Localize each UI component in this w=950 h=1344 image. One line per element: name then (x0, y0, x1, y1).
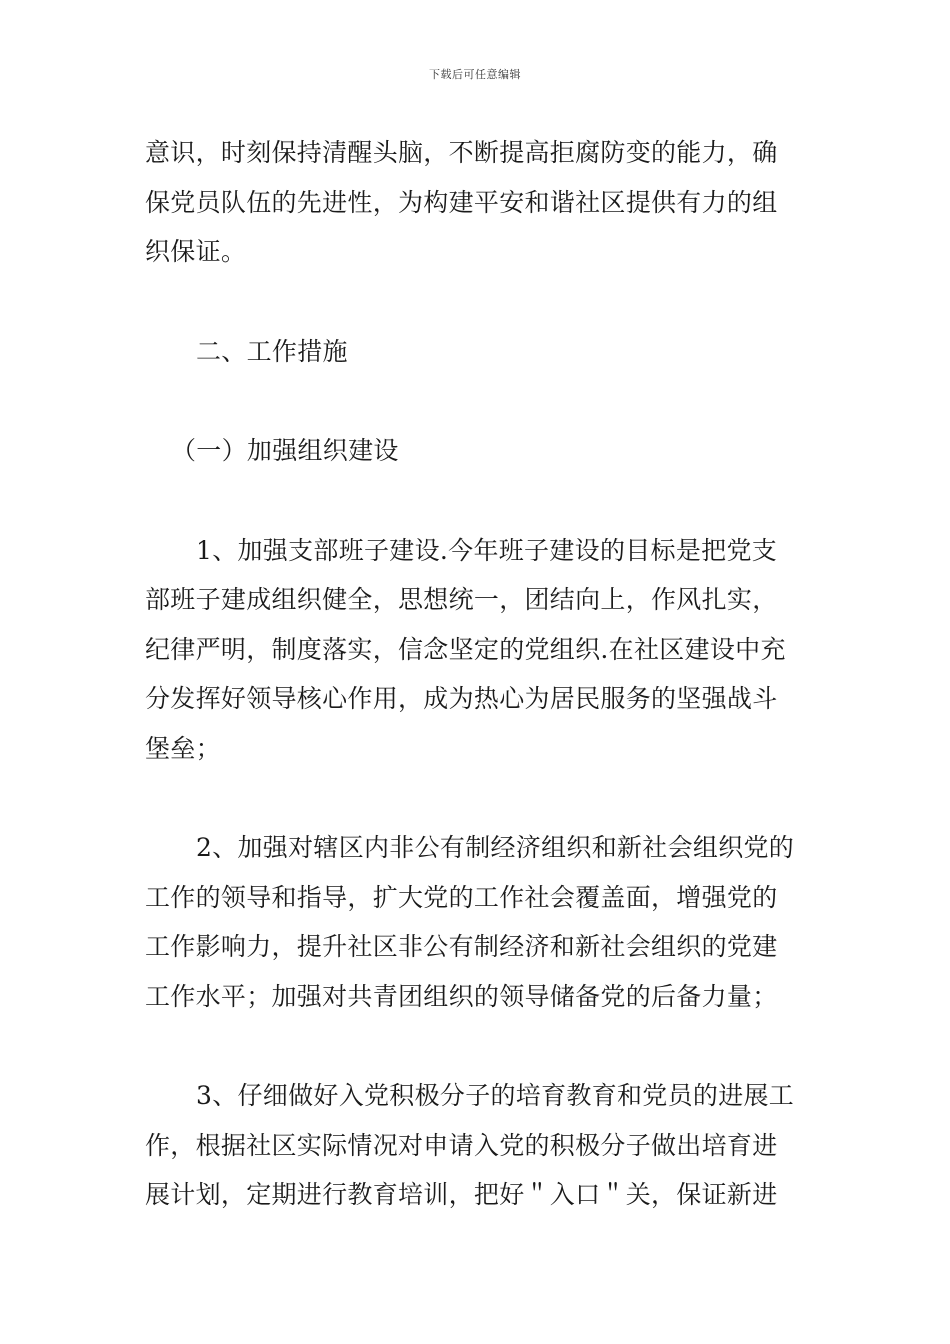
heading-line: 二、工作措施 (196, 336, 348, 366)
text-line: 工作的领导和指导，扩大党的工作社会覆盖面，增强党的 (145, 882, 778, 912)
text-line: 工作影响力，提升社区非公有制经济和新社会组织的党建 (145, 932, 778, 961)
text-line: 展计划，定期进行教育培训，把好＂入口＂关，保证新进 (145, 1180, 778, 1209)
document-body (145, 128, 809, 1220)
text-line: 保党员队伍的先进性，为构建平安和谐社区提供有力的组 (145, 187, 778, 217)
text-line: 工作水平；加强对共青团组织的领导储备党的后备力量； (145, 981, 778, 1011)
text-line: 意识，时刻保持清醒头脑，不断提高拒腐防变的能力，确 (145, 138, 778, 167)
page-header: 下载后可任意编辑 (429, 68, 521, 81)
subheading-line: （一）加强组织建设 (171, 436, 399, 465)
text-line: 部班子建成组织健全，思想统一，团结向上，作风扎实， (145, 585, 778, 614)
text-line: 堡垒； (145, 733, 221, 763)
text-line: 分发挥好领导核心作用，成为热心为居民服务的坚强战斗 (145, 684, 778, 713)
subsection-heading (145, 426, 809, 476)
paragraph (145, 526, 809, 774)
text-line: 2、加强对辖区内非公有制经济组织和新社会组织党的 (196, 833, 795, 862)
text-line: 3、仔细做好入党积极分子的培育教育和党员的进展工 (196, 1081, 795, 1110)
paragraph (145, 128, 809, 277)
text-line: 作，根据社区实际情况对申请入党的积极分子做出培育进 (145, 1130, 778, 1160)
text-line: 织保证。 (145, 237, 247, 266)
paragraph (145, 823, 809, 1021)
text-line: 1、加强支部班子建设.今年班子建设的目标是把党支 (196, 535, 778, 565)
section-heading (145, 327, 809, 377)
text-line: 纪律严明，制度落实，信念坚定的党组织.在社区建设中充 (145, 634, 786, 664)
paragraph (145, 1071, 809, 1220)
